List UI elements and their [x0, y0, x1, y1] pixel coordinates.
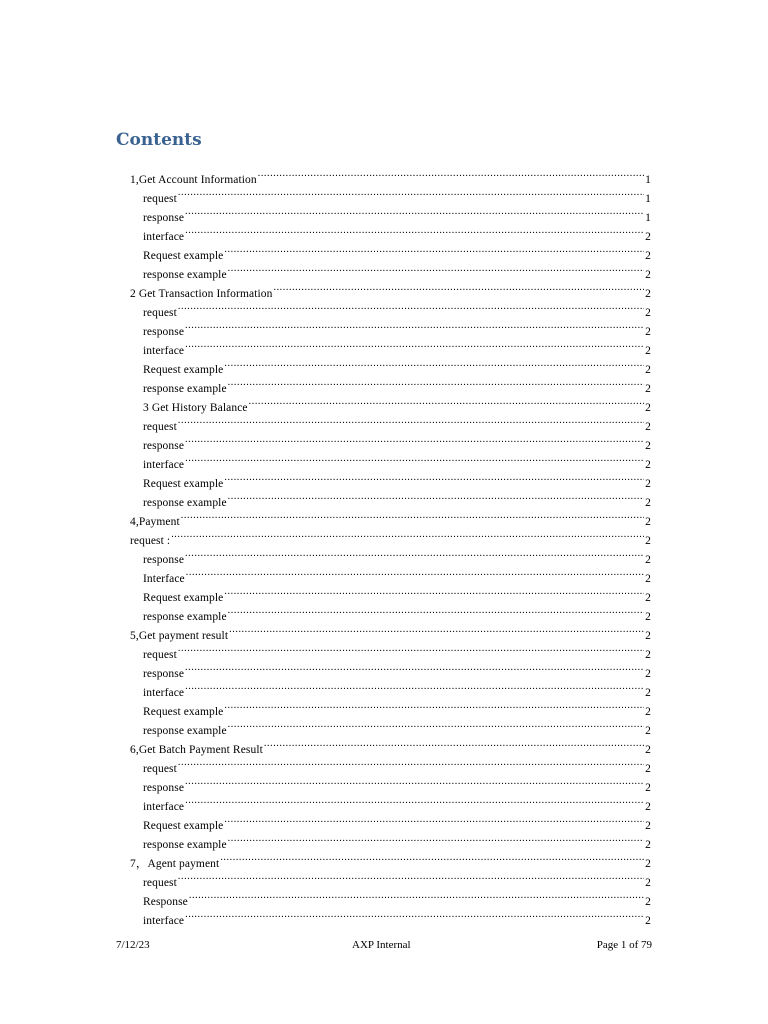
toc-entry[interactable]	[143, 297, 651, 319]
toc-entry[interactable]	[130, 278, 651, 300]
toc-entry[interactable]	[143, 791, 651, 813]
toc-entry-label[interactable]: request	[143, 307, 177, 319]
toc-entry[interactable]	[130, 164, 651, 186]
toc-entry-page-number[interactable]: 2	[645, 307, 651, 319]
toc-dot-leader	[224, 582, 644, 601]
toc-entry-page-number[interactable]: 1	[645, 212, 651, 224]
footer-date: 7/12/23	[116, 939, 150, 951]
toc-entry-label[interactable]: interface	[143, 345, 185, 357]
toc-dot-leader	[185, 905, 644, 924]
toc-entry[interactable]	[143, 202, 651, 224]
toc-dot-leader	[185, 544, 644, 563]
toc-entry[interactable]	[130, 525, 651, 547]
toc-dot-leader	[178, 639, 644, 658]
toc-entry-page-number[interactable]: 2	[645, 535, 651, 547]
toc-dot-leader	[185, 335, 644, 354]
toc-dot-leader	[185, 677, 644, 696]
toc-entry-label[interactable]: response	[143, 554, 185, 566]
toc-entry[interactable]	[143, 221, 651, 243]
toc-dot-leader	[258, 164, 644, 183]
toc-entry-page-number[interactable]: 2	[645, 402, 651, 414]
toc-entry[interactable]	[143, 544, 651, 566]
toc-entry[interactable]	[143, 829, 651, 851]
toc-dot-leader	[178, 753, 644, 772]
toc-entry-page-number[interactable]: 2	[645, 250, 651, 262]
contents-heading: Contents	[116, 130, 202, 150]
toc-entry-label[interactable]: interface	[143, 231, 185, 243]
toc-entry-page-number[interactable]: 2	[645, 231, 651, 243]
toc-entry-page-number[interactable]: 2	[645, 497, 651, 509]
toc-entry[interactable]	[143, 810, 651, 832]
toc-entry-label[interactable]: interface	[143, 459, 185, 471]
toc-dot-leader	[229, 620, 644, 639]
toc-entry[interactable]	[143, 696, 651, 718]
toc-dot-leader	[185, 772, 644, 791]
toc-dot-leader	[189, 886, 644, 905]
toc-entry-page-number[interactable]: 2	[645, 858, 651, 870]
toc-entry-page-number[interactable]: 2	[645, 478, 651, 490]
toc-entry-label[interactable]: response example	[143, 839, 227, 851]
toc-dot-leader	[185, 449, 644, 468]
toc-entry[interactable]	[143, 601, 651, 623]
toc-entry-page-number[interactable]: 2	[645, 630, 651, 642]
toc-dot-leader	[186, 563, 644, 582]
toc-dot-leader	[181, 506, 644, 525]
toc-entry-page-number[interactable]: 2	[645, 573, 651, 585]
toc-entry[interactable]	[143, 430, 651, 452]
toc-entry-page-number[interactable]: 2	[645, 915, 651, 927]
toc-entry[interactable]	[130, 620, 651, 642]
toc-dot-leader	[185, 430, 644, 449]
toc-entry-label[interactable]: response	[143, 326, 185, 338]
toc-entry-label[interactable]: Request example	[143, 592, 224, 604]
toc-entry[interactable]	[130, 848, 651, 870]
toc-dot-leader	[185, 316, 644, 335]
toc-entry[interactable]	[143, 563, 651, 585]
toc-entry-page-number[interactable]: 2	[645, 421, 651, 433]
toc-dot-leader	[224, 354, 644, 373]
toc-dot-leader	[228, 487, 644, 506]
toc-dot-leader	[178, 411, 644, 430]
toc-dot-leader	[178, 867, 644, 886]
toc-entry-label[interactable]: request	[143, 421, 177, 433]
toc-entry[interactable]	[143, 658, 651, 680]
toc-entry-page-number[interactable]: 2	[645, 725, 651, 737]
toc-dot-leader	[178, 183, 644, 202]
toc-entry-label[interactable]: Request example	[143, 478, 224, 490]
toc-entry[interactable]	[143, 240, 651, 262]
toc-entry-page-number[interactable]: 2	[645, 687, 651, 699]
toc-entry-page-number[interactable]: 2	[645, 744, 651, 756]
toc-entry-label[interactable]: Request example	[143, 250, 224, 262]
toc-entry[interactable]	[143, 373, 651, 395]
toc-entry[interactable]	[143, 354, 651, 376]
toc-entry-page-number[interactable]: 2	[645, 839, 651, 851]
toc-entry-label[interactable]: 4,Payment	[130, 516, 180, 528]
toc-entry-label[interactable]: response example	[143, 383, 227, 395]
toc-entry[interactable]	[143, 886, 651, 908]
toc-entry[interactable]	[143, 449, 651, 471]
toc-entry-label[interactable]: 2 Get Transaction Information	[130, 288, 273, 300]
toc-dot-leader	[264, 734, 644, 753]
toc-dot-leader	[224, 468, 644, 487]
toc-dot-leader	[228, 373, 644, 392]
toc-entry-page-number[interactable]: 2	[645, 364, 651, 376]
toc-dot-leader	[185, 791, 644, 810]
toc-entry-page-number[interactable]: 2	[645, 288, 651, 300]
toc-entry-page-number[interactable]: 2	[645, 896, 651, 908]
toc-entry-label[interactable]: request	[143, 193, 177, 205]
toc-entry-page-number[interactable]: 1	[645, 174, 651, 186]
toc-entry-label[interactable]: Request example	[143, 706, 224, 718]
toc-entry-page-number[interactable]: 2	[645, 706, 651, 718]
toc-dot-leader	[178, 297, 644, 316]
footer-page-number: Page 1 of 79	[596, 939, 652, 951]
toc-entry-page-number[interactable]: 2	[645, 459, 651, 471]
toc-entry-label[interactable]: 6,Get Batch Payment Result	[130, 744, 263, 756]
toc-entry-page-number[interactable]: 2	[645, 877, 651, 889]
toc-entry-label[interactable]: response	[143, 782, 185, 794]
toc-entry[interactable]	[143, 392, 651, 414]
toc-entry[interactable]	[143, 639, 651, 661]
toc-dot-leader	[228, 259, 644, 278]
toc-entry-page-number[interactable]: 2	[645, 383, 651, 395]
toc-entry-label[interactable]: Interface	[143, 573, 185, 585]
toc-entry[interactable]	[143, 753, 651, 775]
toc-entry-label[interactable]: response	[143, 212, 185, 224]
toc-dot-leader	[185, 221, 644, 240]
toc-entry-page-number[interactable]: 2	[645, 440, 651, 452]
toc-entry-page-number[interactable]: 2	[645, 269, 651, 281]
toc-entry-label[interactable]: interface	[143, 687, 185, 699]
toc-entry[interactable]	[143, 772, 651, 794]
toc-entry-label[interactable]: response example	[143, 725, 227, 737]
toc-dot-leader	[224, 810, 644, 829]
toc-entry-label[interactable]: request :	[130, 535, 171, 547]
toc-entry[interactable]	[143, 335, 651, 357]
toc-entry-page-number[interactable]: 2	[645, 801, 651, 813]
toc-dot-leader	[249, 392, 645, 411]
toc-entry-label[interactable]: response example	[143, 497, 227, 509]
toc-entry-label[interactable]: 1,Get Account Information	[130, 174, 257, 186]
toc-entry-page-number[interactable]: 2	[645, 763, 651, 775]
toc-entry[interactable]	[130, 734, 651, 756]
toc-entry-label[interactable]: 3 Get History Balance	[143, 402, 248, 414]
toc-entry[interactable]	[143, 316, 651, 338]
toc-entry[interactable]	[143, 582, 651, 604]
toc-dot-leader	[228, 829, 644, 848]
toc-dot-leader	[228, 601, 644, 620]
toc-entry[interactable]	[143, 183, 651, 205]
toc-entry-page-number[interactable]: 1	[645, 193, 651, 205]
toc-entry[interactable]	[143, 867, 651, 889]
toc-dot-leader	[220, 848, 644, 867]
toc-dot-leader	[185, 202, 644, 221]
toc-entry-label[interactable]: Response	[143, 896, 188, 908]
toc-entry-page-number[interactable]: 2	[645, 611, 651, 623]
page-footer	[116, 937, 652, 953]
toc-entry-page-number[interactable]: 2	[645, 592, 651, 604]
toc-entry[interactable]	[143, 468, 651, 490]
toc-dot-leader	[185, 658, 644, 677]
toc-entry[interactable]	[143, 905, 651, 927]
toc-entry-label[interactable]: response	[143, 668, 185, 680]
toc-entry-label[interactable]: response example	[143, 269, 227, 281]
toc-entry-page-number[interactable]: 2	[645, 649, 651, 661]
toc-entry-page-number[interactable]: 2	[645, 820, 651, 832]
toc-entry-label[interactable]: interface	[143, 915, 185, 927]
toc-entry[interactable]	[143, 259, 651, 281]
toc-entry-label[interactable]: request	[143, 649, 177, 661]
toc-entry-label[interactable]: Request example	[143, 820, 224, 832]
toc-entry-page-number[interactable]: 2	[645, 345, 651, 357]
toc-entry-label[interactable]: response example	[143, 611, 227, 623]
toc-entry-page-number[interactable]: 2	[645, 326, 651, 338]
toc-entry-page-number[interactable]: 2	[645, 516, 651, 528]
toc-entry-label[interactable]: interface	[143, 801, 185, 813]
toc-entry[interactable]	[143, 411, 651, 433]
toc-dot-leader	[171, 525, 644, 544]
toc-entry[interactable]	[130, 506, 651, 528]
toc-entry-page-number[interactable]: 2	[645, 554, 651, 566]
toc-entry-label[interactable]: request	[143, 877, 177, 889]
toc-entry[interactable]	[143, 487, 651, 509]
toc-dot-leader	[228, 715, 644, 734]
toc-dot-leader	[224, 240, 644, 259]
footer-classification: AXP Internal	[352, 939, 411, 951]
toc-dot-leader	[273, 278, 644, 297]
toc-entry-label[interactable]: response	[143, 440, 185, 452]
toc-entry-page-number[interactable]: 2	[645, 668, 651, 680]
toc-entry-label[interactable]: Request example	[143, 364, 224, 376]
toc-entry-page-number[interactable]: 2	[645, 782, 651, 794]
toc-entry[interactable]	[143, 677, 651, 699]
toc-entry-label[interactable]: 7，Agent payment	[130, 858, 220, 870]
toc-entry-label[interactable]: request	[143, 763, 177, 775]
toc-entry[interactable]	[143, 715, 651, 737]
toc-entry-label[interactable]: 5,Get payment result	[130, 630, 229, 642]
toc-dot-leader	[224, 696, 644, 715]
